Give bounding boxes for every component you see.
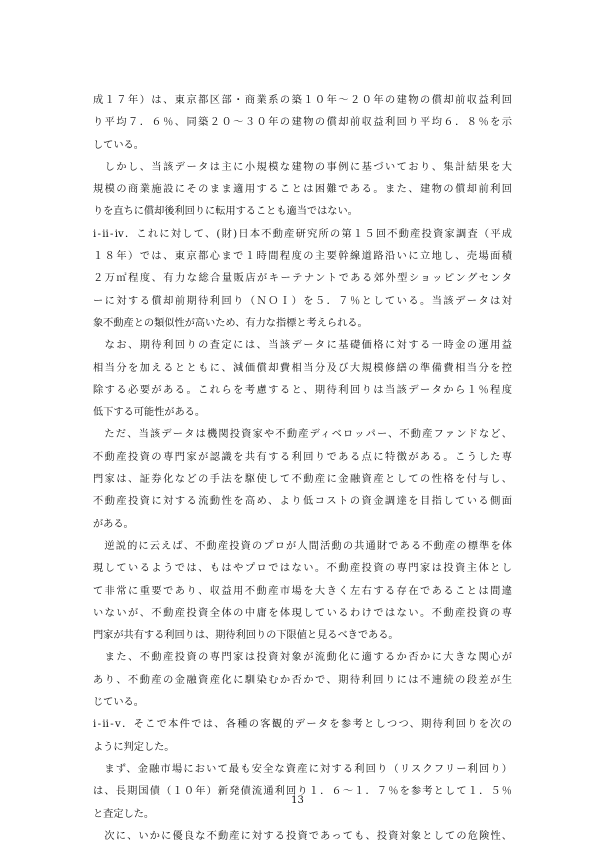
page-number: 13 <box>291 795 304 806</box>
text-line: 不動産投資に対する流動性を高め、より低コストの資金調達を目指している側面 <box>93 496 512 508</box>
text-line: と査定した。 <box>93 808 155 820</box>
text-line: 象不動産との類似性が高いため、有力な指標と考えられる。 <box>93 317 368 329</box>
text-line: は、長期国債（１０年）新発債流通利回り１．６～１．７％を参考として１．５％ <box>93 786 512 798</box>
text-line: ⅰ-ⅱ-ⅴ．そこで本件では、各種の客観的データを参考としつつ、期待利回りを次の <box>93 719 512 731</box>
text-line: 規模の商業施設にそのまま適用することは困難である。また、建物の償却前利回 <box>93 184 512 196</box>
text-line: 除する必要がある。これらを考慮すると、期待利回りは当該データから１％程度 <box>93 384 512 396</box>
text-line: している。 <box>93 139 144 151</box>
text-line: がある。 <box>93 518 134 530</box>
body-text <box>93 90 512 848</box>
text-line: しかし、当該データは主に小規模な建物の事例に基づいており、集計結果を大 <box>93 161 512 173</box>
text-line: 現しているようでは、もはやプロではない。不動産投資の専門家は投資主体とし <box>93 563 512 575</box>
text-line: また、不動産投資の専門家は投資対象が流動化に適するか否かに大きな関心が <box>93 652 512 664</box>
text-line: まず、金融市場において最も安全な資産に対する利回り（リスクフリー利回り） <box>93 763 512 775</box>
text-line: ように判定した。 <box>93 741 175 753</box>
text-line: 門家が共有する利回りは、期待利回りの下限値と見るべきである。 <box>93 630 399 642</box>
text-line: り平均７．６％、同築２０～３０年の建物の償却前収益利回り平均６．８％を示 <box>93 117 512 129</box>
text-line: 門家は、証券化などの手法を駆使して不動産に金融資産としての性格を付与し、 <box>93 474 512 486</box>
text-line: て非常に重要であり、収益用不動産市場を大きく左右する存在であることは間違 <box>93 585 512 597</box>
text-line: １８年）では、東京都心まで１時間程度の主要幹線道路沿いに立地し、売場面積 <box>93 251 512 263</box>
text-line: 相当分を加えるとともに、減価償却費相当分及び大規模修繕の準備費相当分を控 <box>93 362 512 374</box>
text-line: なお、期待利回りの査定には、当該データに基礎価格に対する一時金の運用益 <box>93 340 512 352</box>
text-line: 次に、いかに優良な不動産に対する投資であっても、投資対象としての危険性、 <box>93 830 512 842</box>
text-line: ただ、当該データは機関投資家や不動産ディベロッパー、不動産ファンドなど、 <box>93 429 512 441</box>
text-line: 成１７年）は、東京都区部・商業系の築１０年～２０年の建物の償却前収益利回 <box>93 95 512 106</box>
text-line: あり、不動産の金融資産化に馴染むか否かで、期待利回りには不連続の段差が生 <box>93 674 512 686</box>
text-line: 逆説的に云えば、不動産投資のプロが人間活動の共通財である不動産の標準を体 <box>93 540 512 552</box>
text-line: 不動産投資の専門家が認識を共有する利回りである点に特徴がある。こうした専 <box>93 451 512 463</box>
text-line: ２万㎡程度、有力な総合量販店がキーテナントである郊外型ショッピングセンタ <box>93 273 512 285</box>
text-line: ーに対する償却前期待利回り（ＮＯＩ）を５．７％としている。当該データは対 <box>93 295 512 307</box>
text-line: りを直ちに償却後利回りに転用することも適当ではない。 <box>93 206 358 218</box>
text-line: ⅰ-ⅱ-ⅳ．これに対して、(財)日本不動産研究所の第１５回不動産投資家調査（平成 <box>93 228 512 240</box>
text-line: いないが、不動産投資全体の中庸を体現しているわけではない。不動産投資の専 <box>93 607 512 619</box>
text-line: 低下する可能性がある。 <box>93 407 206 419</box>
text-line: じている。 <box>93 697 144 709</box>
